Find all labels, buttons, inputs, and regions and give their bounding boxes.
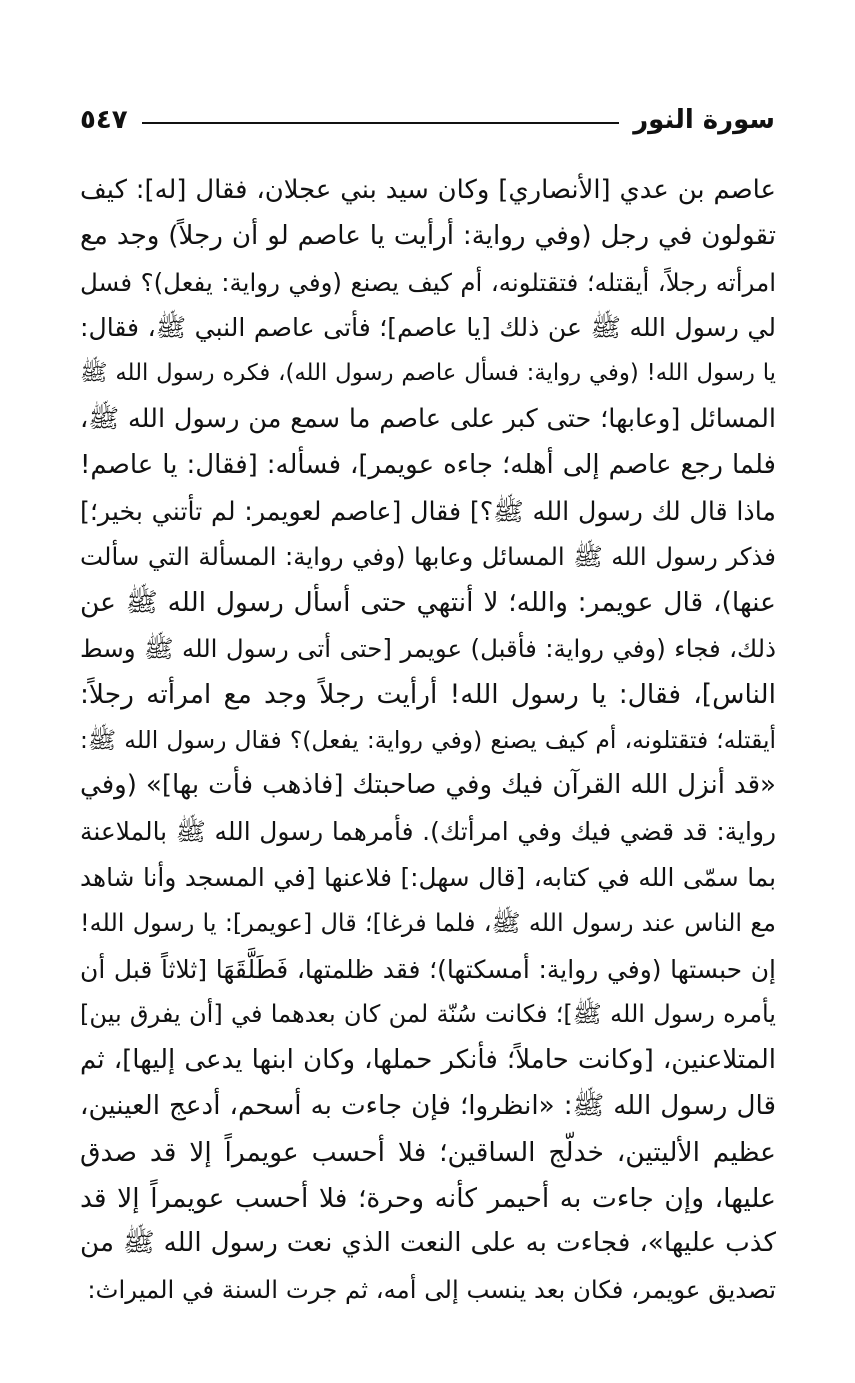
page-number: ٥٤٧ bbox=[80, 105, 128, 135]
text-line: بما سمّى الله في كتابه، [قال سهل:] فلاعنها [في المسجد وأنا شاهد bbox=[80, 862, 776, 892]
text-line: لي رسول الله ﷺ عن ذلك [يا عاصم]؛ فأتى عاصم النبي ﷺ، فقال: bbox=[80, 313, 776, 343]
text-line: ماذا قال لك رسول الله ﷺ؟] فقال [عاصم لعويمر: لم تأتني بخير؛] bbox=[80, 495, 776, 526]
text-line: عنها)، قال عويمر: والله؛ لا أنتهي حتى أسأل رسول الله ﷺ عن bbox=[80, 587, 776, 619]
header-rule bbox=[142, 122, 620, 124]
text-line: عاصم بن عدي [الأنصاري] وكان سيد بني عجلان، فقال [له]: كيف bbox=[80, 175, 776, 205]
text-line: يا رسول الله! (وفي رواية: فسأل عاصم رسول الله)، فكره رسول الله ﷺ bbox=[80, 360, 776, 387]
text-line: المتلاعنين، [وكانت حاملاً؛ فأنكر حملها، وكان ابنها يدعى إليها]، ثم bbox=[80, 1045, 776, 1076]
text-line: الناس]، فقال: يا رسول الله! أرأيت رجلاً وجد مع امرأته رجلاً: bbox=[80, 678, 776, 710]
surah-title: سورة النور bbox=[633, 105, 775, 135]
text-line: كذب عليها»، فجاءت به على النعت الذي نعت رسول الله ﷺ من bbox=[80, 1228, 776, 1259]
text-line: عليها، وإن جاءت به أحيمر كأنه وحرة؛ فلا أحسب عويمراً إلا قد bbox=[80, 1182, 776, 1214]
text-line: امرأته رجلاً، أيقتله؛ فتقتلونه، أم كيف يصنع (وفي رواية: يفعل)؟ فسل bbox=[80, 267, 776, 297]
text-line: ذلك، فجاء (وفي رواية: فأقبل) عويمر [حتى أتى رسول الله ﷺ وسط bbox=[80, 633, 776, 663]
text-line: أيقتله؛ فتقتلونه، أم كيف يصنع (وفي رواية: يفعل)؟ فقال رسول الله ﷺ: bbox=[80, 725, 776, 754]
text-line: مع الناس عند رسول الله ﷺ، فلما فرغا]؛ قال [عويمر]: يا رسول الله! bbox=[80, 908, 776, 937]
text-line: إن حبستها (وفي رواية: أمسكتها)؛ فقد ظلمتها، فَطَلَّقَهَا [ثلاثاً قبل أن bbox=[80, 954, 776, 984]
text-line: تصديق عويمر، فكان بعد ينسب إلى أمه، ثم جرت السنة في الميراث: bbox=[87, 1275, 776, 1305]
text-line: رواية: قد قضي فيك وفي امرأتك). فأمرهما رسول الله ﷺ بالملاعنة bbox=[80, 817, 776, 847]
text-line: المسائل [وعابها؛ حتى كبر على عاصم ما سمع من رسول الله ﷺ، bbox=[80, 403, 776, 434]
text-line: يأمره رسول الله ﷺ]؛ فكانت سُنّة لمن كان بعدهما في [أن يفرق بين] bbox=[80, 1000, 776, 1029]
text-line: «قد أنزل الله القرآن فيك وفي صاحبتك [فاذهب فأت بها]» (وفي bbox=[80, 770, 776, 801]
text-line: قال رسول الله ﷺ: «انظروا؛ فإن جاءت به أسحم، أدعج العينين، bbox=[80, 1090, 776, 1121]
text-line: تقولون في رجل (وفي رواية: أرأيت يا عاصم لو أن رجلاً) وجد مع bbox=[80, 220, 776, 251]
text-line: فلما رجع عاصم إلى أهله؛ جاءه عويمر]، فسأله: [فقال: يا عاصم! bbox=[80, 449, 776, 480]
text-line: عظيم الأليتين، خدلّج الساقين؛ فلا أحسب عويمراً إلا قد صدق bbox=[80, 1136, 776, 1168]
text-line: فذكر رسول الله ﷺ المسائل وعابها (وفي رواية: المسألة التي سألت bbox=[80, 542, 776, 572]
body-text bbox=[80, 168, 776, 1313]
running-head bbox=[80, 98, 775, 142]
